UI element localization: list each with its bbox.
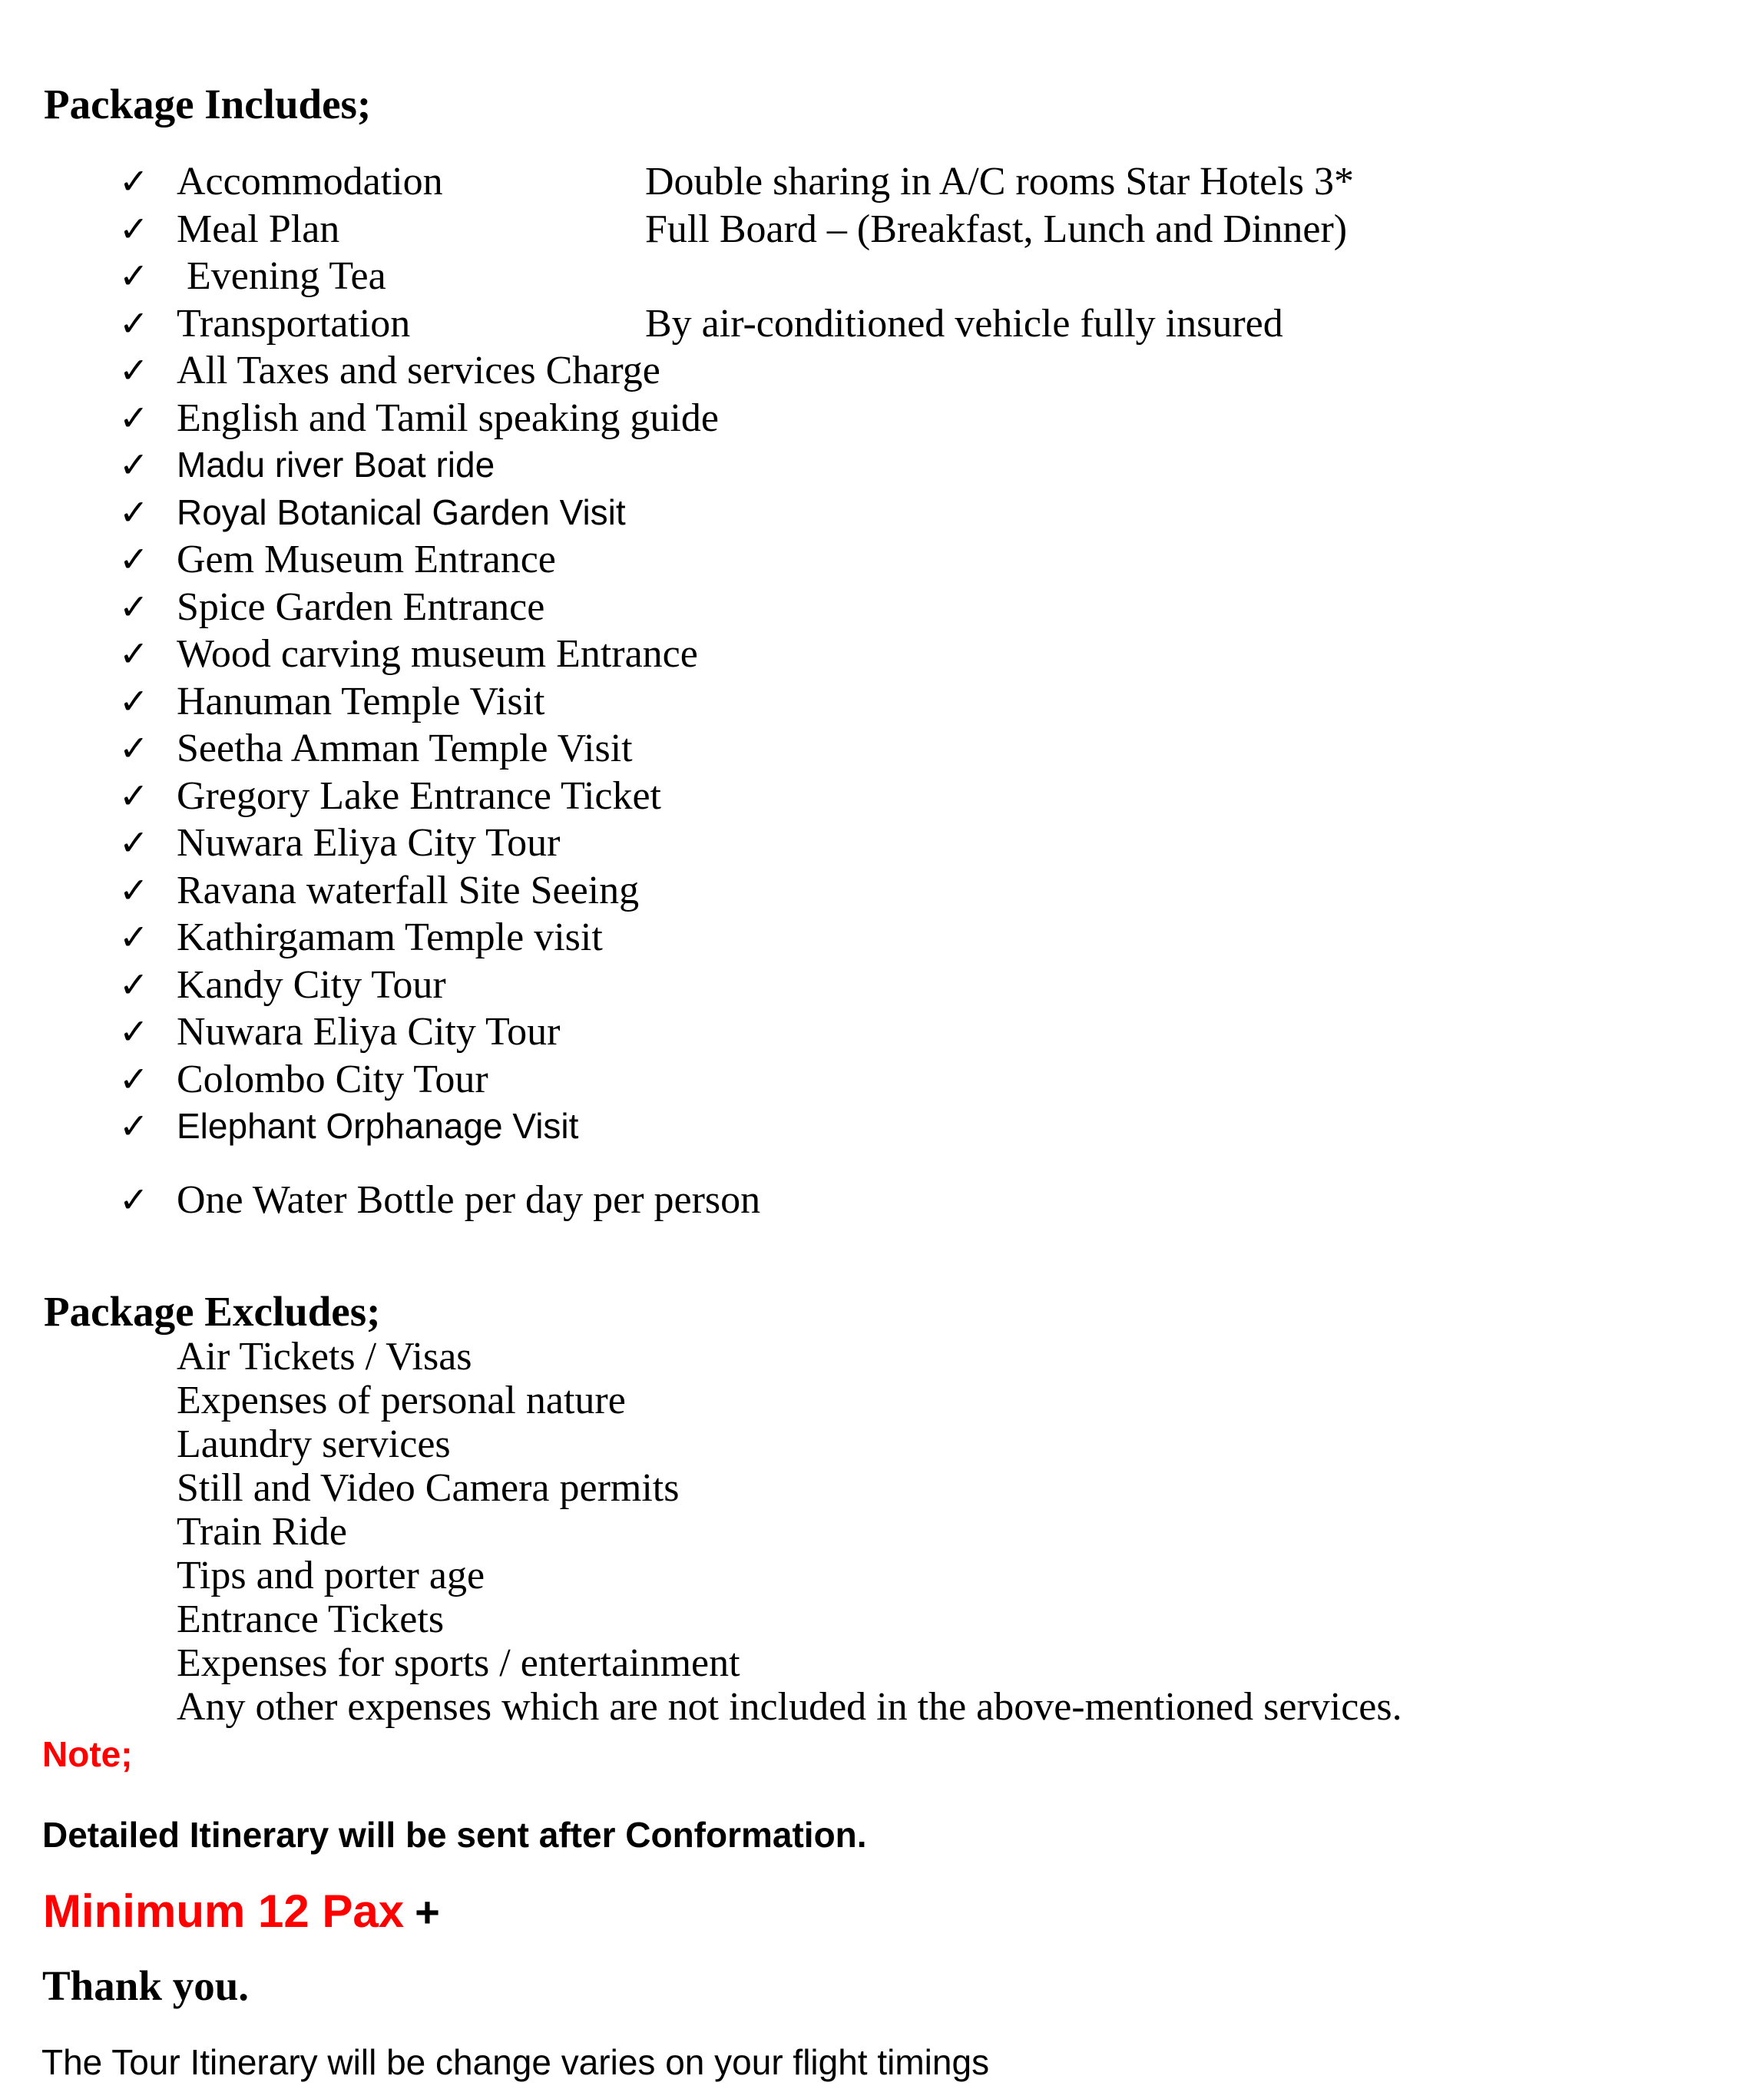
- checkmark-icon: ✓: [119, 491, 149, 533]
- include-item-row: [0, 253, 1764, 300]
- include-item-row: [0, 158, 1764, 206]
- include-item-row: [0, 300, 1764, 348]
- checkmark-icon: ✓: [119, 1058, 149, 1100]
- checkmark-icon: ✓: [119, 349, 149, 391]
- checkmark-icon: ✓: [119, 1105, 149, 1147]
- checkmark-icon: ✓: [119, 1178, 149, 1220]
- include-item-row: [0, 914, 1764, 962]
- checkmark-icon: ✓: [119, 916, 149, 958]
- checkmark-icon: ✓: [119, 538, 149, 580]
- include-item-label: Spice Garden Entrance: [177, 584, 545, 629]
- include-item-row: [0, 819, 1764, 867]
- include-item-row: [0, 962, 1764, 1009]
- include-item-label: Seetha Amman Temple Visit: [177, 727, 633, 770]
- include-item-value: Full Board – (Breakfast, Lunch and Dinner): [645, 207, 1348, 251]
- checkmark-icon: ✓: [119, 444, 149, 485]
- includes-heading: Package Includes;: [44, 81, 372, 127]
- include-item-row: [0, 206, 1764, 253]
- include-item-label: One Water Bottle per day per person: [177, 1177, 761, 1222]
- include-item-row: [0, 678, 1764, 726]
- include-item-label: Royal Botanical Garden Visit: [177, 492, 626, 532]
- checkmark-icon: ✓: [119, 633, 149, 674]
- checkmark-icon: ✓: [119, 869, 149, 911]
- checkmark-icon: ✓: [119, 822, 149, 863]
- checkmark-icon: ✓: [119, 585, 149, 627]
- include-item-row: [0, 584, 1764, 631]
- minimum-pax-line: [43, 1885, 440, 1939]
- include-item-value: Double sharing in A/C rooms Star Hotels 3*: [645, 160, 1354, 204]
- thank-you-text: Thank you.: [42, 1962, 250, 2009]
- include-item-row: [0, 1056, 1764, 1104]
- note-label: Note;: [42, 1734, 133, 1774]
- checkmark-icon: ✓: [119, 774, 149, 816]
- excludes-heading: Package Excludes;: [44, 1288, 381, 1335]
- excludes-list: [0, 1335, 1764, 1729]
- include-item-label: Kathirgamam Temple visit: [177, 915, 603, 959]
- exclude-item-row: Train Ride: [177, 1510, 347, 1554]
- include-item-row: [0, 536, 1764, 584]
- include-item-label: All Taxes and services Charge: [177, 349, 660, 392]
- checkmark-icon: ✓: [119, 1011, 149, 1052]
- minimum-pax-plus: +: [415, 1888, 440, 1936]
- include-item-label: Nuwara Eliya City Tour: [177, 821, 561, 865]
- include-item-row: [0, 867, 1764, 915]
- include-item-label: Wood carving museum Entrance: [177, 632, 698, 676]
- exclude-item-row: Laundry services: [177, 1422, 451, 1466]
- exclude-item-row: Still and Video Camera permits: [177, 1466, 680, 1510]
- include-item-label: Kandy City Tour: [177, 962, 446, 1007]
- checkmark-icon: ✓: [119, 680, 149, 722]
- exclude-item-row: Tips and porter age: [177, 1554, 485, 1597]
- include-item-label: Transportation: [177, 301, 411, 346]
- include-item-label: Ravana waterfall Site Seeing: [177, 868, 640, 912]
- include-item-row: [0, 725, 1764, 773]
- footer-note: The Tour Itinerary will be change varies on your flight timings: [41, 2042, 990, 2082]
- checkmark-icon: ✓: [119, 727, 149, 769]
- include-item-label: Elephant Orphanage Visit: [177, 1106, 579, 1146]
- include-item-row: [0, 773, 1764, 820]
- include-item-row: [0, 1103, 1764, 1150]
- checkmark-icon: ✓: [119, 396, 149, 439]
- checkmark-icon: ✓: [119, 161, 149, 202]
- checkmark-icon: ✓: [119, 302, 149, 344]
- exclude-item-row: Expenses of personal nature: [177, 1379, 626, 1422]
- note-detail: Detailed Itinerary will be sent after Conformation.: [42, 1815, 867, 1855]
- include-item-label: Hanuman Temple Visit: [177, 679, 545, 723]
- include-item-row: [0, 1177, 1764, 1224]
- include-item-label: Evening Tea: [177, 254, 386, 298]
- exclude-item-row: Any other expenses which are not included in the above-mentioned services.: [177, 1685, 1402, 1729]
- include-item-row: [0, 395, 1764, 442]
- include-item-label: Accommodation: [177, 160, 443, 204]
- include-item-label: Colombo City Tour: [177, 1057, 488, 1101]
- exclude-item-row: Expenses for sports / entertainment: [177, 1641, 740, 1685]
- checkmark-icon: ✓: [119, 207, 149, 250]
- minimum-pax-text: Minimum 12 Pax: [43, 1885, 405, 1937]
- include-item-row: [0, 631, 1764, 678]
- include-item-label: Madu river Boat ride: [177, 445, 495, 485]
- checkmark-icon: ✓: [119, 963, 149, 1005]
- include-item-row: [0, 347, 1764, 395]
- include-item-label: English and Tamil speaking guide: [177, 396, 719, 440]
- include-item-label: Gem Museum Entrance: [177, 538, 556, 581]
- include-item-label: Gregory Lake Entrance Ticket: [177, 773, 662, 818]
- include-item-label: Meal Plan: [177, 207, 340, 251]
- checkmark-icon: ✓: [119, 255, 149, 296]
- include-item-row: [0, 1008, 1764, 1056]
- exclude-item-row: Entrance Tickets: [177, 1597, 445, 1641]
- include-item-value: By air-conditioned vehicle fully insured: [645, 301, 1283, 346]
- include-item-row: [0, 442, 1764, 489]
- include-item-label: Nuwara Eliya City Tour: [177, 1010, 561, 1054]
- includes-list: [0, 158, 1764, 1223]
- exclude-item-row: Air Tickets / Visas: [177, 1335, 472, 1379]
- include-item-row: [0, 489, 1764, 537]
